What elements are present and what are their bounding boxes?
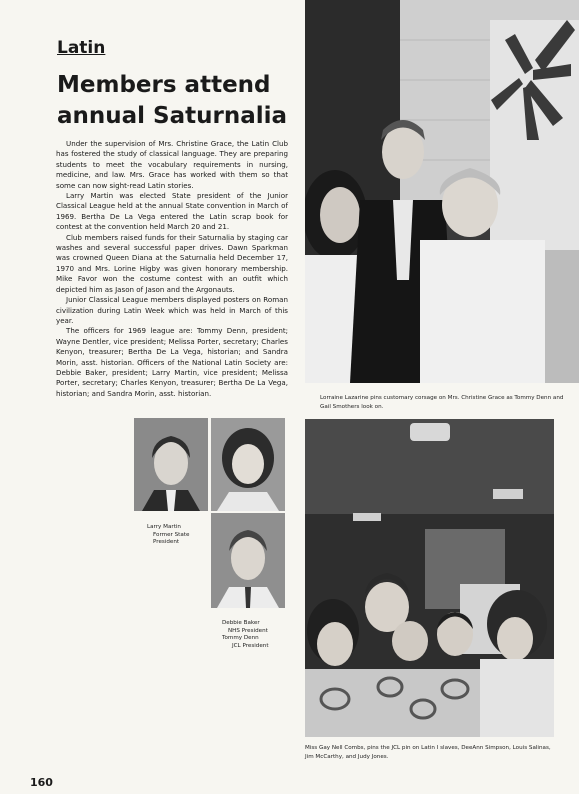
caption-line: Debbie Baker bbox=[222, 620, 260, 626]
paragraph: Under the supervision of Mrs. Christine Grace, the Latin Club has fostered the study of classical language. They are preparing students to meet the vocabulary requirements in nursing, medicine, and law. Mrs. Grace has worked with them so that some can now sight-read Latin stories. bbox=[56, 139, 288, 190]
article-body bbox=[56, 139, 288, 399]
caption-line: Larry Martin bbox=[147, 524, 181, 530]
photo-corsage bbox=[305, 0, 579, 383]
page-headline: Members attend annual Saturnalia bbox=[57, 72, 288, 129]
caption-line: NHS President bbox=[228, 627, 268, 634]
portrait-tommy-denn bbox=[211, 513, 285, 608]
page-number: 160 bbox=[30, 776, 53, 789]
photo-caption-top: Lorraine Lazarine pins customary corsage on Mrs. Christine Grace as Tommy Denn and Gail Smothers look on. bbox=[320, 395, 564, 410]
section-label: Latin bbox=[57, 38, 106, 58]
caption-line: JCL President bbox=[232, 642, 269, 649]
paragraph: The officers for 1969 league are: Tommy Denn, president; Wayne Dentler, vice president; Melissa Porter, secretary; Charles Kenyon, treasurer; Bertha De La Vega, historian; and Sandra Morin, asst. historian. Officers of the National Latin Society are: Debbie Baker, president; Larry Martin, vice president; Melissa Porter, secretary; Charles Kenyon, treasurer; Bertha De La Vega, historian; and Sandra Morin, asst. historian. bbox=[56, 326, 288, 398]
photo-caption-bottom: Miss Gay Nell Combs, pins the JCL pin on Latin I slaves, DeeAnn Simpson, Louis Salinas, Jim McCarthy, and Judy Jones. bbox=[305, 745, 551, 760]
paragraph: Larry Martin was elected State president of the Junior Classical League held at the annual State convention in March of 1969. Bertha De La Vega entered the Latin scrap book for contest at the convention held March 20 and 21. bbox=[56, 191, 288, 232]
portrait-caption-larry bbox=[147, 524, 207, 547]
portrait-larry-martin bbox=[134, 418, 208, 511]
caption-line: Former State bbox=[153, 531, 190, 538]
portrait-caption-debbie-tommy bbox=[222, 620, 284, 650]
caption-line: President bbox=[153, 539, 180, 546]
portrait-debbie-baker bbox=[211, 418, 285, 511]
paragraph: Club members raised funds for their Saturnalia by staging car washes and several successful paper drives. Dawn Sparkman was crowned Queen Diana at the Saturnalia held December 17, 1970 and Mrs. Lorine Higby was given honorary membership. Mike Favor won the costume contest with an outfit which depicted him as Jason of Jason and the Argonauts. bbox=[56, 232, 288, 294]
photo-jcl-pin bbox=[305, 419, 554, 737]
caption-line: Tommy Denn bbox=[222, 635, 259, 642]
paragraph: Junior Classical League members displayed posters on Roman civilization during Latin Week which was held in March of this year. bbox=[56, 295, 288, 325]
